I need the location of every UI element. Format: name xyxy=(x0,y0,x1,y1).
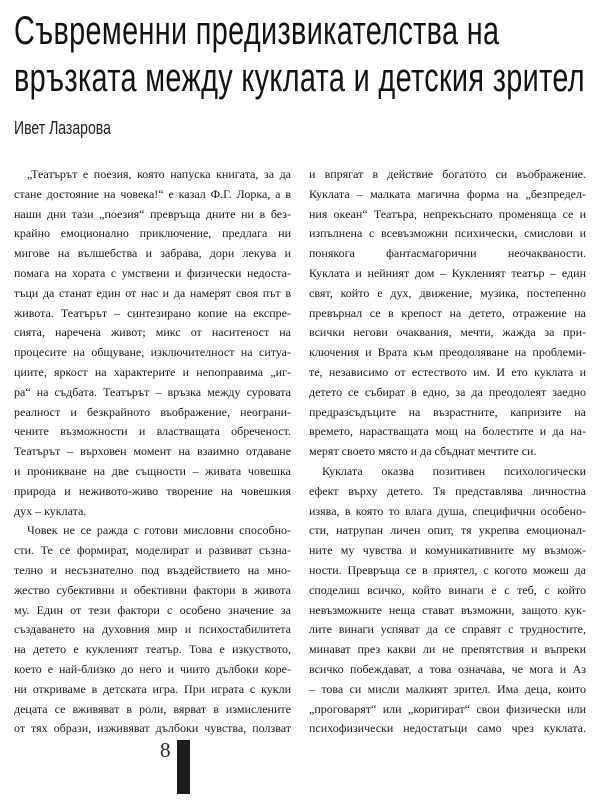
page-title-line1: Съвременни предизвикателства на xyxy=(14,9,500,53)
text-line: „Театърът е поезия, която напуска книгата, за да xyxy=(27,167,291,181)
text-line: споделиш всичко, който винаги е с теб, с който xyxy=(309,582,586,597)
text-line: живота. Театърът – синтезирано копие на експре- xyxy=(14,305,291,320)
right-column xyxy=(309,165,586,739)
text-line: ния океан“ Театъра, непрекъснато променяща се и xyxy=(309,206,586,221)
text-line: психофизически недостатъци само чрез куклата. xyxy=(309,721,586,736)
text-line: превърнал се в крепост на детето, отражение на xyxy=(309,305,586,320)
text-line: сти, натрупан личен опит, тя укрепва емоционал- xyxy=(309,523,586,538)
text-line: ните му чувства и комуникативните му възмож- xyxy=(309,543,586,558)
text-line: всичко побеждават, а това означава, че мога и Аз xyxy=(309,661,586,676)
text-line: което е най-близко до него и чиито дълбоки коре- xyxy=(14,661,291,676)
text-line: Куклата и нейният дом – Кукленият театър – един xyxy=(309,265,586,280)
text-line: сти. Те се формират, моделират и развиват съзна- xyxy=(14,543,291,558)
text-line: невъзможните неща стават възможни, защото кук- xyxy=(309,602,586,617)
text-line: жество субективни и обективни фактори в живота xyxy=(14,582,291,597)
text-line: ра“ на съдбата. Театърът – връзка между суровата xyxy=(14,384,291,399)
text-line: те, независимо от естеството им. И ето куклата и xyxy=(309,364,586,379)
article-body xyxy=(14,165,586,739)
text-line: стане достояние на човека!“ е казал Ф.Г. Лорка, а в xyxy=(14,186,291,201)
text-line: помага на хората с умствени и физически недоста- xyxy=(14,265,291,280)
text-line: времето, нарастващата мощ на болестите и да на- xyxy=(309,424,586,439)
text-line: на детето е кукленият театър. Това е изкуството, xyxy=(14,642,291,657)
text-line: тъци да станат един от нас и да намерят своя път в xyxy=(14,285,291,300)
text-line: Куклата – малката магична форма на „безпредел- xyxy=(309,186,586,201)
text-line: децата се вживяват в роли, вярват в измислените xyxy=(14,701,291,716)
text-line: предразсъдъците на възрастните, капризите на xyxy=(309,404,586,419)
page-number: 8 xyxy=(160,738,171,762)
page-title-line2: връзката между куклата и детския зрител xyxy=(14,56,585,100)
text-line: процесите на общуване, изключителност на ситуа- xyxy=(14,345,291,360)
text-line: минават през какви ли не препятствия и въпреки xyxy=(309,642,586,657)
text-line: Театърът – върховен момент на взаимно отдаване xyxy=(14,444,291,459)
text-line: понякога фантасмагорични неочакваности. xyxy=(309,246,586,261)
text-line: циите, яркост на характерите и непоправима „иг- xyxy=(14,364,291,379)
text-line: дух – куклата. xyxy=(14,503,87,518)
text-line: лите винаги успяват да се справят с трудностите, xyxy=(309,622,586,637)
text-line: „проговарят“ или „коригират“ свои физически или xyxy=(309,701,586,716)
footer-accent-bar xyxy=(177,740,190,794)
text-line: ефект върху детето. Тя представлява личностна xyxy=(309,483,586,498)
text-line: наши дни тази „поезия“ превръща дните ни в без- xyxy=(14,206,291,221)
text-line: ности. Превръща се в приятел, с когото можеш да xyxy=(309,562,586,577)
text-line: и проникване на две същности – живата човешка xyxy=(14,463,291,478)
text-line: – това си мисли малкият зрител. Има деца, които xyxy=(309,681,586,696)
text-line: Човек не се ражда с готови мисловни способно- xyxy=(27,523,291,538)
page-title xyxy=(14,8,586,102)
text-line: сията, наречена живот; микс от наситеност на xyxy=(14,325,291,340)
text-line: ключения и Врата към преодоляване на проблеми- xyxy=(309,345,586,360)
text-line: всички негови очаквания, мечти, жажда за при- xyxy=(309,325,586,340)
text-line: изява, в която то влага душа, специфични особено- xyxy=(309,503,586,518)
text-line: мерят своето място и да сбъднат мечтите си. xyxy=(309,444,537,459)
text-line: мигове на вълшебства и забрава, дори лекува и xyxy=(14,246,291,261)
text-line: създаването на духовния мир и психостабилитета xyxy=(14,622,291,637)
text-line: ни откриваме в детската игра. При играта с кукли xyxy=(14,681,291,696)
author-name xyxy=(14,118,586,139)
author-name-text: Ивет Лазарова xyxy=(14,118,111,138)
text-line: и впрягат в действие богатото си въображение. xyxy=(309,167,586,181)
text-line: природа и неживото-живо творение на човешкия xyxy=(14,483,291,498)
text-line: крайно емоционално приключение, предлага ни xyxy=(14,226,291,241)
text-line: телно и несъзнателно под въздействието на мно- xyxy=(14,562,291,577)
text-line: свят, който е дух, движение, музика, постепенно xyxy=(309,285,586,300)
text-line: му. Един от тези фактори с особено значение за xyxy=(14,602,291,617)
text-line: от тях образи, изживяват дълбоки чувства, ползват xyxy=(14,721,291,736)
text-line: реалност и безкрайното въображение, неограни- xyxy=(14,404,291,419)
text-line: чените възможности и властващата обреченост. xyxy=(14,424,291,439)
left-column xyxy=(14,165,291,739)
text-line: детето се събират в едно, за да преодолеят заедно xyxy=(309,384,586,399)
text-line: Куклата оказва позитивен психологически xyxy=(322,463,586,478)
text-line: изпълнена с всевъзможни психически, смислови и xyxy=(309,226,586,241)
